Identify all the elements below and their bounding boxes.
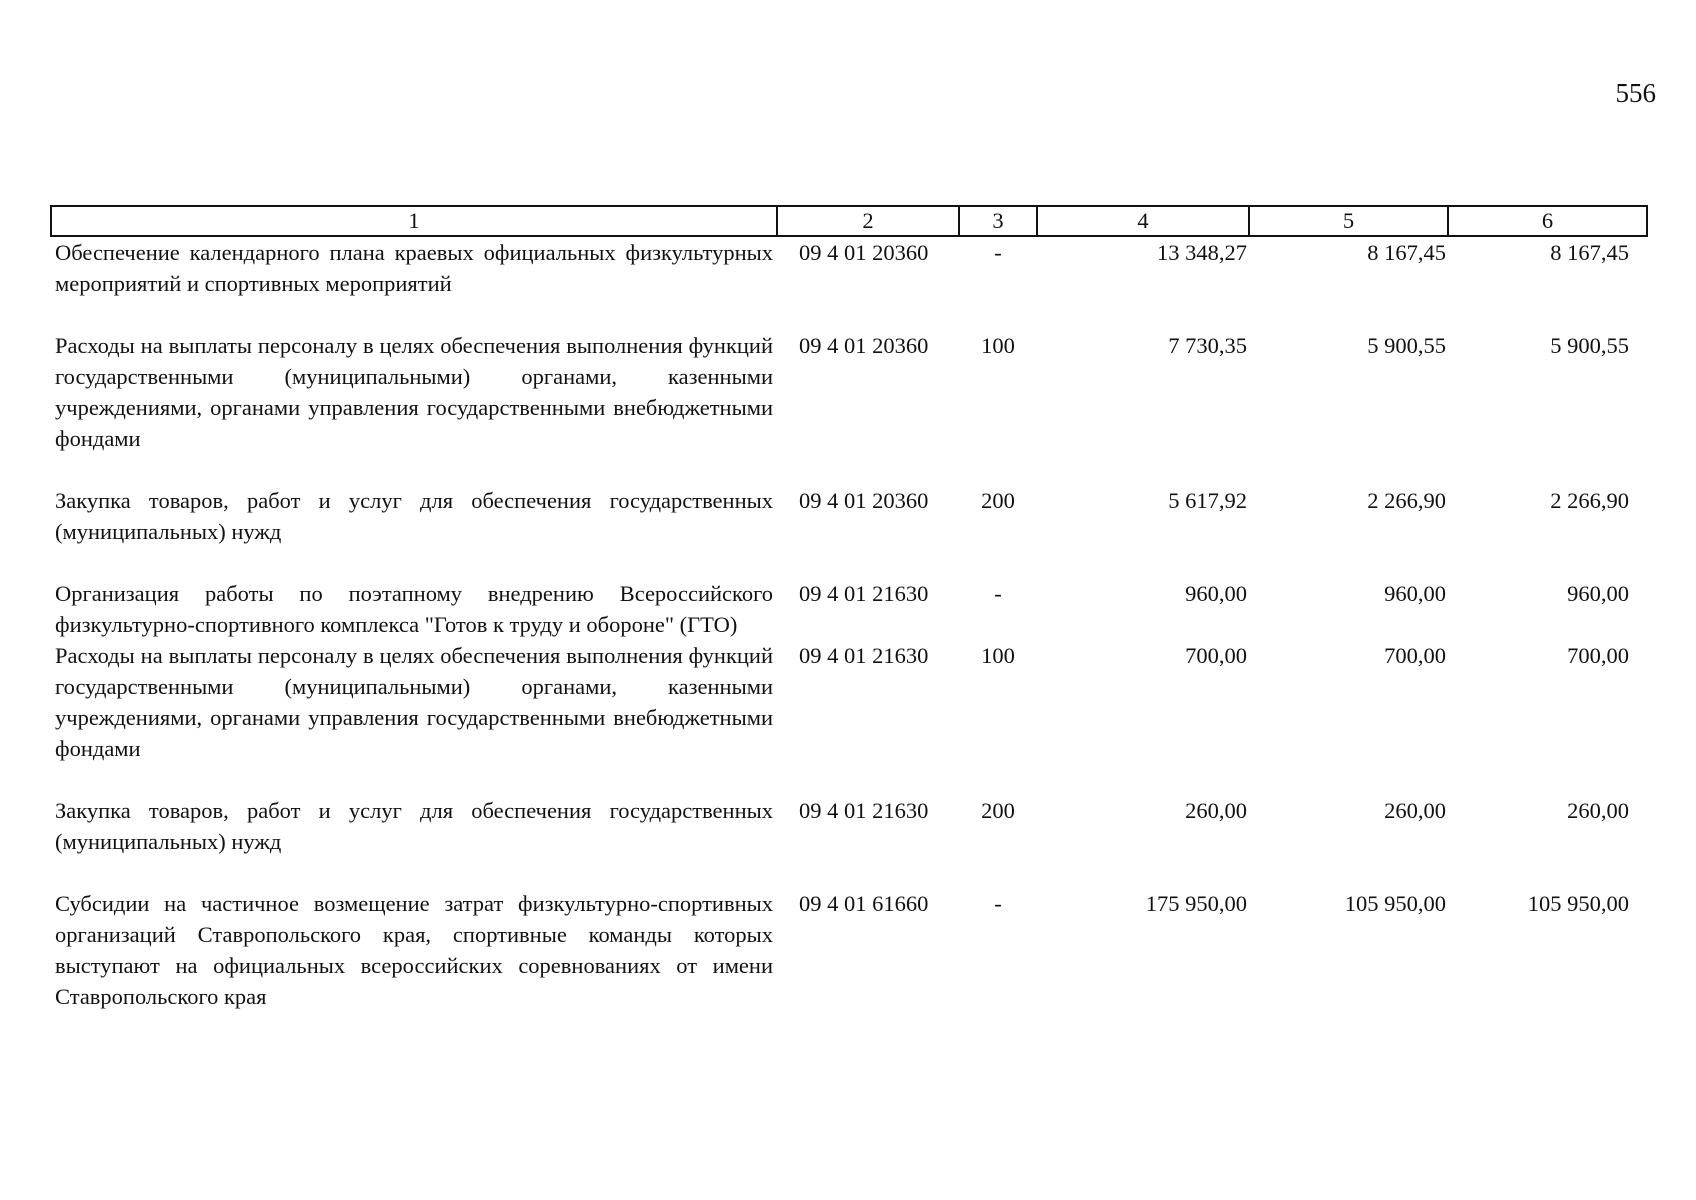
- row-type: -: [994, 581, 1002, 606]
- column-header-1: 1: [51, 206, 777, 236]
- row-code: 09 4 01 20360: [799, 240, 929, 265]
- table-row: [51, 485, 1647, 578]
- row-value-2: 260,00: [1384, 798, 1446, 823]
- row-code: 09 4 01 21630: [799, 798, 929, 823]
- table-row: [51, 236, 1647, 330]
- row-value-1: 260,00: [1185, 798, 1247, 823]
- table-header: [51, 206, 1647, 236]
- row-value-3: 960,00: [1567, 581, 1629, 606]
- row-code: 09 4 01 21630: [799, 581, 929, 606]
- row-name: Обеспечение календарного плана краевых официальных физкультурных мероприятий и спортивных мероприятий: [55, 240, 773, 296]
- row-name: Расходы на выплаты персоналу в целях обеспечения выполнения функций государственными (муниципальными) органами, казенными учреждениями, органами управления государственными внебюджетными фондами: [55, 643, 773, 761]
- row-name: Организация работы по поэтапному внедрению Всероссийского физкультурно-спортивного комплекса "Готов к труду и обороне" (ГТО): [55, 581, 773, 637]
- budget-table: [50, 205, 1648, 1012]
- row-value-1: 960,00: [1185, 581, 1247, 606]
- row-name: Расходы на выплаты персоналу в целях обеспечения выполнения функций государственными (муниципальными) органами, казенными учреждениями, органами управления государственными внебюджетными фондами: [55, 333, 773, 451]
- row-code: 09 4 01 20360: [799, 488, 929, 513]
- row-code: 09 4 01 20360: [799, 333, 929, 358]
- row-value-1: 5 617,92: [1168, 488, 1247, 513]
- row-value-2: 960,00: [1384, 581, 1446, 606]
- table-row: [51, 888, 1647, 1012]
- column-header-6: 6: [1448, 206, 1647, 236]
- column-header-5: 5: [1249, 206, 1448, 236]
- row-type: -: [994, 891, 1002, 916]
- row-value-2: 105 950,00: [1344, 891, 1446, 916]
- row-value-2: 5 900,55: [1367, 333, 1446, 358]
- row-code: 09 4 01 61660: [799, 891, 929, 916]
- row-value-1: 7 730,35: [1168, 333, 1247, 358]
- row-code: 09 4 01 21630: [799, 643, 929, 668]
- table-body: [51, 236, 1647, 1012]
- row-value-1: 700,00: [1185, 643, 1247, 668]
- page-number: 556: [1615, 78, 1656, 108]
- row-value-2: 8 167,45: [1367, 240, 1446, 265]
- column-header-4: 4: [1037, 206, 1249, 236]
- row-name: Субсидии на частичное возмещение затрат физкультурно-спортивных организаций Ставропольского края, спортивные команды которых выступают на официальных всероссийских соревнованиях от имени Ставропольского края: [55, 891, 773, 1009]
- row-value-2: 2 266,90: [1367, 488, 1446, 513]
- row-value-3: 260,00: [1567, 798, 1629, 823]
- row-value-1: 175 950,00: [1145, 891, 1247, 916]
- header-row: [51, 206, 1647, 236]
- row-name: Закупка товаров, работ и услуг для обеспечения государственных (муниципальных) нужд: [55, 798, 773, 854]
- table-row: [51, 795, 1647, 888]
- row-value-3: 105 950,00: [1527, 891, 1629, 916]
- table-row: [51, 330, 1647, 485]
- row-value-3: 700,00: [1567, 643, 1629, 668]
- column-header-3: 3: [959, 206, 1037, 236]
- row-value-2: 700,00: [1384, 643, 1446, 668]
- row-type: 100: [981, 333, 1015, 358]
- row-type: 200: [981, 488, 1015, 513]
- row-value-3: 5 900,55: [1550, 333, 1629, 358]
- row-value-1: 13 348,27: [1157, 240, 1247, 265]
- table-row: [51, 640, 1647, 795]
- row-type: 200: [981, 798, 1015, 823]
- table-row: [51, 578, 1647, 640]
- row-type: 100: [981, 643, 1015, 668]
- row-value-3: 2 266,90: [1550, 488, 1629, 513]
- column-header-2: 2: [777, 206, 959, 236]
- row-value-3: 8 167,45: [1550, 240, 1629, 265]
- row-name: Закупка товаров, работ и услуг для обеспечения государственных (муниципальных) нужд: [55, 488, 773, 544]
- row-type: -: [994, 240, 1002, 265]
